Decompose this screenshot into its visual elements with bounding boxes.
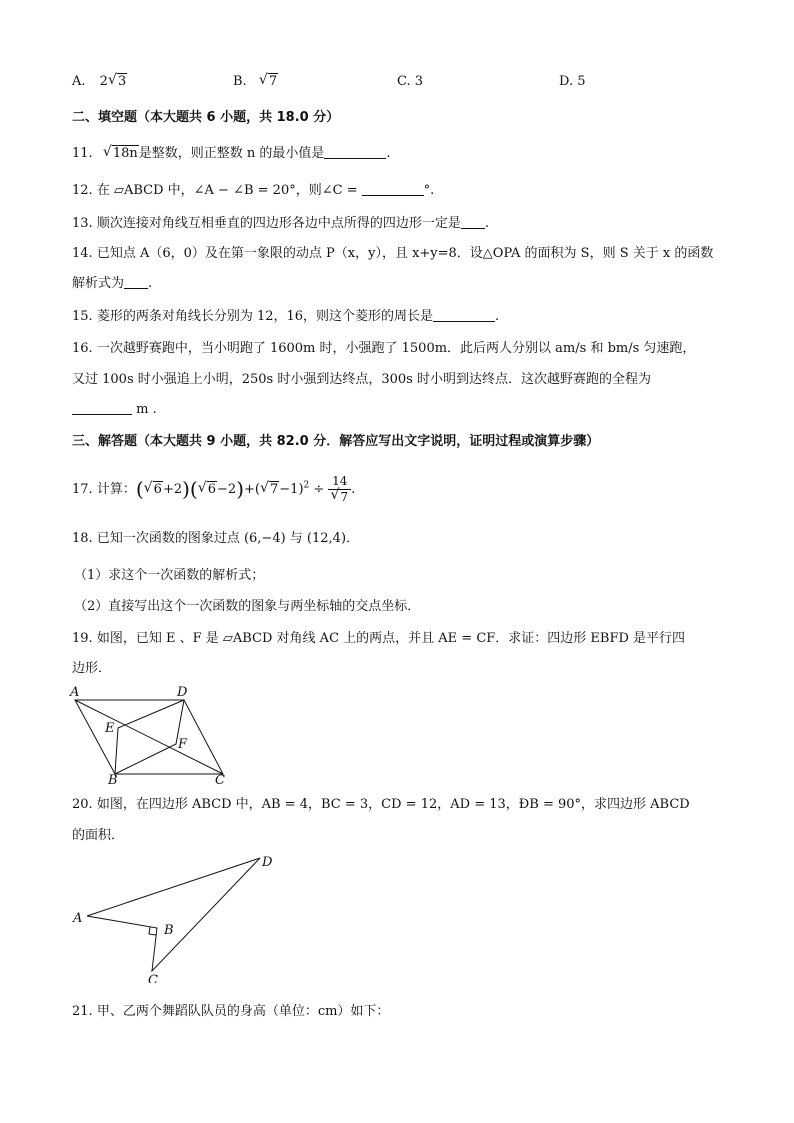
question-20-line2: 的面积． [72, 828, 125, 843]
question-19-line2: 边形． [72, 661, 112, 676]
q17-fraction: 14 √ 7 [328, 474, 351, 505]
right-angle-mark [149, 927, 156, 935]
option-a-label: A. [72, 74, 86, 89]
point-e-label: E [105, 721, 115, 736]
answer-blank[interactable] [72, 400, 132, 415]
question-16-line1: 16. 一次越野赛跑中，当小明跑了 1600m 时，小强跑了 1500m．此后两人分别以 am/s 和 bm/s 匀速跑， [72, 341, 696, 356]
point-d-label: D [177, 685, 188, 700]
question-14-line2: 解析式为 . [72, 276, 153, 291]
section3-title: 三、解答题（本大题共 9 小题，共 82.0 分．解答应写出文字说明，证明过程或演算步骤） [72, 434, 600, 449]
point-d-label: D [262, 855, 273, 870]
option-a [72, 72, 127, 92]
q11-sqrt: √ 18n [103, 144, 139, 164]
point-f-label: F [178, 737, 188, 752]
option-b-sqrt: √ 7 [259, 72, 278, 92]
question-11: 11. √ 18n是整数，则正整数 n 的最小值是 . [72, 144, 391, 164]
question-18-part2: （2）直接写出这个一次函数的图象与两坐标轴的交点坐标． [74, 599, 421, 614]
question-20-line1: 20. 如图，在四边形 ABCD 中，AB = 4，BC = 3，CD = 12，AD = 13，ÐB = 90°，求四边形 ABCD [72, 797, 690, 812]
question-15: 15. 菱形的两条对角线长分别为 12，16，则这个菱形的周长是 . [72, 309, 500, 324]
question-18: 18. 已知一次函数的图象过点 (6,−4) 与 (12,4)． [72, 531, 360, 546]
point-a-label: A [70, 685, 80, 700]
answer-blank[interactable] [433, 307, 495, 322]
question-21: 21. 甲、乙两个舞蹈队队员的身高（单位：cm）如下： [72, 1004, 390, 1019]
answer-blank[interactable] [461, 214, 485, 229]
question-19-line1: 19. 如图，已知 E 、F 是 ▱ABCD 对角线 AC 上的两点，并且 AE = CF．求证：四边形 EBFD 是平行四 [72, 631, 686, 646]
question-17: 17. 计算：(√ 6+2)(√ 6−2)+(√ 7−1)$^2$ ÷ 14 √ 7 . [72, 474, 355, 505]
option-d: D. 5 [559, 74, 586, 89]
quadrilateral-abcd [87, 858, 260, 971]
option-b [233, 72, 278, 92]
point-c-label: C [215, 773, 225, 787]
point-b-label: B [108, 773, 118, 787]
option-a-sqrt: √ 3 [108, 72, 127, 92]
question-16-line2: 又过 100s 时小强追上小明，250s 时小强到达终点，300s 时小明到达终点．这次越野赛跑的全程为 [72, 372, 651, 387]
answer-blank[interactable] [124, 274, 148, 289]
answer-blank[interactable] [324, 144, 386, 159]
answer-blank[interactable] [362, 181, 424, 196]
point-c-label: C [148, 973, 158, 983]
option-b-label: B. [233, 74, 247, 89]
question-16-line3: m . [72, 400, 157, 420]
diagonal-ac [75, 700, 223, 774]
question-12: 12. 在 ▱ABCD 中，∠A − ∠B = 20°，则∠C = °. [72, 183, 435, 198]
point-a-label: A [73, 911, 83, 926]
option-c: C. 3 [397, 74, 424, 89]
figure-19 [60, 682, 240, 787]
option-a-coef: 2 [99, 74, 108, 89]
question-18-part1: （1）求这个一次函数的解析式； [74, 568, 265, 583]
question-13: 13. 顺次连接对角线互相垂直的四边形各边中点所得的四边形一定是 . [72, 216, 489, 231]
figure-20 [60, 848, 290, 983]
question-14-line1: 14. 已知点 A（6，0）及在第一象限的动点 P（x，y），且 x+y=8．设△OPA 的面积为 S，则 S 关于 x 的函数 [72, 246, 714, 261]
section2-title: 二、填空题（本大题共 6 小题，共 18.0 分） [72, 110, 340, 125]
point-b-label: B [164, 923, 174, 938]
